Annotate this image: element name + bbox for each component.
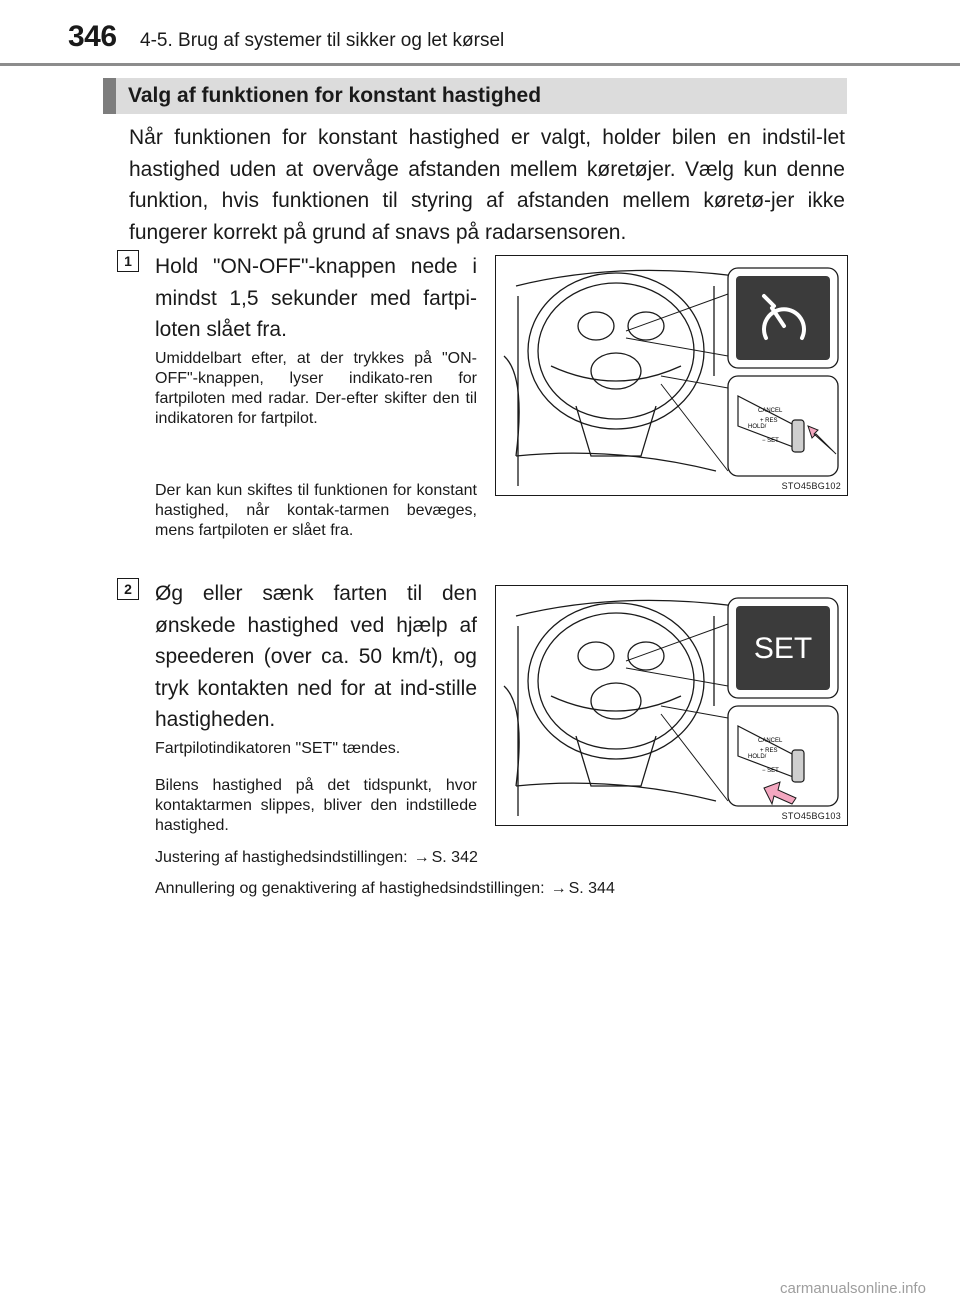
lever-hold-label: HOLD/ xyxy=(748,424,767,430)
reference-text: Justering af hastighedsindstillingen: xyxy=(155,849,408,866)
section-heading-accent xyxy=(103,78,116,114)
step-number-badge: 2 xyxy=(117,578,139,600)
step-note: Der kan kun skiftes til funktionen for konstant hastighed, når kontak-tarmen bevæges, mens fartpiloten er slået fra. xyxy=(155,482,477,539)
lever-cancel-label: CANCEL xyxy=(758,408,783,414)
cruise-indicator-display xyxy=(736,276,830,360)
set-indicator-text: SET xyxy=(753,632,813,665)
lever-res-label: + RES xyxy=(760,748,778,754)
steering-wheel-illustration xyxy=(496,586,847,825)
step-instruction: Hold "ON-OFF"-knappen nede i mindst 1,5 sekunder med fartpi-loten slået fra. xyxy=(155,255,477,341)
step-note: Bilens hastighed på det tidspunkt, hvor kontaktarmen slippes, bliver den indstillede hastighed. xyxy=(155,777,477,834)
reference-page[interactable]: S. 342 xyxy=(431,849,478,866)
header-divider xyxy=(0,63,960,66)
step-note: Umiddelbart efter, at der trykkes på "ON-OFF"-knappen, lyser indikato-ren for fartpiloten med radar. Der-efter skifter den til indikatoren for fartpilot. xyxy=(155,350,477,427)
lever-res-label: + RES xyxy=(760,418,778,424)
lever-set-label: − SET xyxy=(762,768,779,774)
watermark: carmanualsonline.info xyxy=(780,1280,926,1297)
steering-wheel-illustration xyxy=(496,256,847,495)
lever-hold-label: HOLD/ xyxy=(748,754,767,760)
lever-set-label: − SET xyxy=(762,438,779,444)
reference-arrow-icon: → xyxy=(550,880,567,897)
cross-reference[interactable] xyxy=(155,849,478,867)
cross-reference[interactable] xyxy=(155,880,615,898)
reference-page[interactable]: S. 344 xyxy=(568,880,615,897)
step-note: Fartpilotindikatoren "SET" tændes. xyxy=(155,740,401,757)
intro-paragraph: Når funktionen for konstant hastighed er valgt, holder bilen en indstil-let hastighed uden at overvåge afstanden mellem køretøjer. Vælg kun denne funktion, hvis funktionen til styring af afstanden mellem køretø-jer ikke fungerer korrekt på grund af snavs på radarsensoren. xyxy=(129,126,845,244)
step-number-badge: 1 xyxy=(117,250,139,272)
reference-arrow-icon: → xyxy=(413,849,430,866)
chapter-title: 4-5. Brug af systemer til sikker og let kørsel xyxy=(140,30,505,51)
section-title: Valg af funktionen for konstant hastighed xyxy=(128,84,542,107)
set-speed-figure xyxy=(495,585,848,826)
lever-cancel-label: CANCEL xyxy=(758,738,783,744)
figure-code: STO45BG103 xyxy=(781,811,841,821)
cruise-control-figure xyxy=(495,255,848,496)
reference-text: Annullering og genaktivering af hastighedsindstillingen: xyxy=(155,880,545,897)
page-number: 346 xyxy=(68,20,117,53)
figure-code: STO45BG102 xyxy=(781,481,841,491)
step-instruction: Øg eller sænk farten til den ønskede hastighed ved hjælp af speederen (over ca. 50 km/t), og tryk kontakten ned for at ind-stille hastigheden. xyxy=(155,582,477,731)
